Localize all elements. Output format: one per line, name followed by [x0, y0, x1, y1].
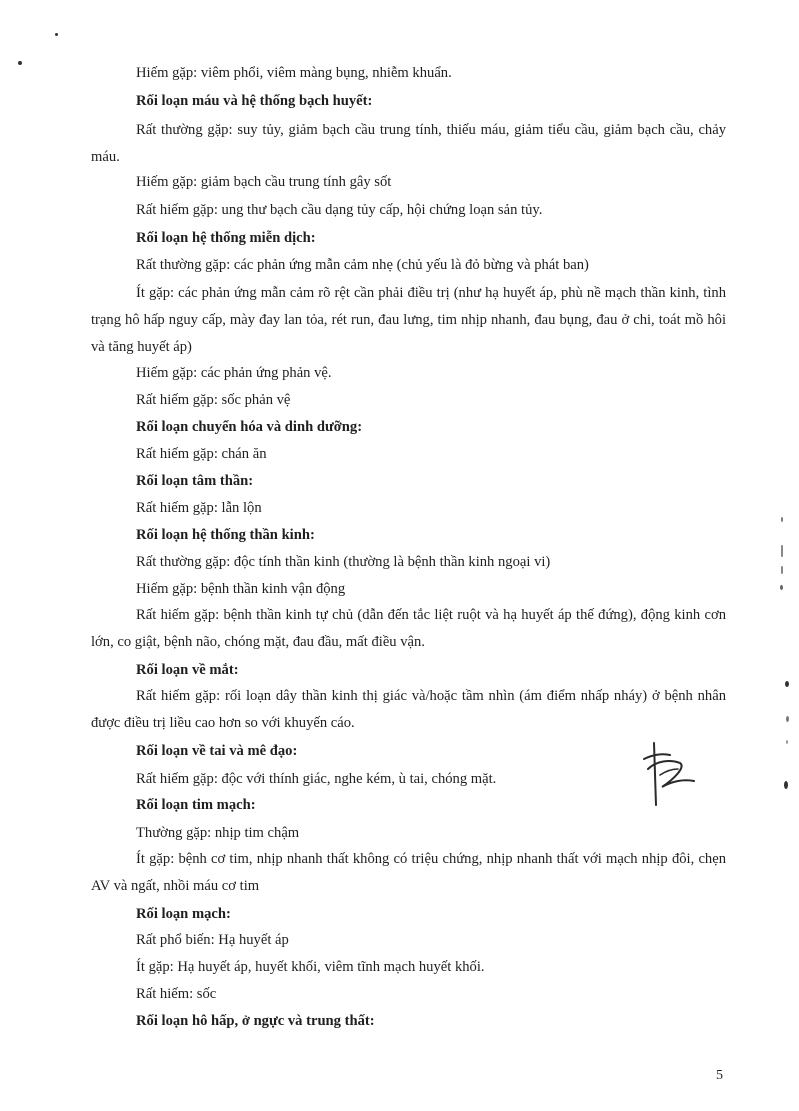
section-heading: Rối loạn hô hấp, ở ngực và trung thất: [136, 1013, 375, 1029]
section-heading: Rối loạn mạch: [136, 906, 231, 922]
text-paragraph: Ít gặp: các phản ứng mẫn cảm rõ rệt cần phải điều trị (như hạ huyết áp, phù nề mạch thần kinh, tình trạng hô hấp nguy cấp, mày đay lan tỏa, rét run, đau lưng, tim nhịp nhanh, đau bụng, đau ở chi, toát mồ hôi và tăng huyết áp) [91, 285, 726, 355]
scan-speck [18, 61, 22, 65]
section-heading: Rối loạn về mắt: [136, 662, 239, 678]
text-line: Hiếm gặp: bệnh thần kinh vận động [136, 581, 346, 597]
scan-speck [781, 566, 783, 574]
text-line: Hiếm gặp: các phản ứng phản vệ. [136, 365, 332, 381]
scan-speck [786, 740, 788, 744]
scan-speck [781, 517, 783, 522]
section-heading: Rối loạn tim mạch: [136, 797, 256, 813]
text-paragraph: Ít gặp: bệnh cơ tim, nhịp nhanh thất không có triệu chứng, nhịp nhanh thất với mạch nhịp đôi, chẹn AV và ngất, nhồi máu cơ tim [91, 851, 726, 894]
section-heading: Rối loạn máu và hệ thống bạch huyết: [136, 93, 373, 109]
text-paragraph: Rất hiếm gặp: rối loạn dây thần kinh thị giác và/hoặc tầm nhìn (ám điểm nhấp nháy) ở bệnh nhân được điều trị liều cao hơn so với khuyến cáo. [91, 688, 726, 731]
scan-speck [785, 681, 789, 687]
section-heading: Rối loạn về tai và mê đạo: [136, 743, 298, 759]
scan-speck [781, 545, 783, 557]
text-line: Rất hiếm gặp: chán ăn [136, 446, 267, 462]
text-line: Thường gặp: nhịp tim chậm [136, 825, 300, 841]
scan-speck [780, 585, 783, 590]
scan-speck [55, 33, 58, 36]
text-line: Rất thường gặp: các phản ứng mẫn cảm nhẹ (chủ yếu là đỏ bừng và phát ban) [136, 257, 589, 273]
scan-speck [784, 781, 788, 789]
section-heading: Rối loạn hệ thống thần kinh: [136, 527, 315, 543]
section-heading: Rối loạn chuyển hóa và dinh dưỡng: [136, 419, 363, 435]
text-line: Hiếm gặp: giảm bạch cầu trung tính gây sốt [136, 174, 392, 190]
text-line: Ít gặp: Hạ huyết áp, huyết khối, viêm tĩnh mạch huyết khối. [136, 959, 485, 975]
page-number: 5 [716, 1068, 723, 1083]
text-line: Rất hiếm gặp: sốc phản vệ [136, 392, 291, 408]
scan-speck [786, 716, 789, 722]
section-heading: Rối loạn tâm thần: [136, 473, 254, 489]
text-line: Rất hiếm gặp: ung thư bạch cầu dạng tủy cấp, hội chứng loạn sản tủy. [136, 202, 543, 218]
section-heading: Rối loạn hệ thống miễn dịch: [136, 230, 316, 246]
text-line: Rất phổ biến: Hạ huyết áp [136, 932, 289, 948]
text-line: Rất hiếm: sốc [136, 986, 217, 1002]
text-paragraph: Rất thường gặp: suy tủy, giảm bạch cầu trung tính, thiếu máu, giảm tiểu cầu, giảm bạch cầu, chảy máu. [91, 122, 726, 165]
handwritten-initial-signature [636, 735, 698, 807]
text-line: Rất hiếm gặp: độc với thính giác, nghe kém, ù tai, chóng mặt. [136, 771, 497, 787]
text-paragraph: Rất hiếm gặp: bệnh thần kinh tự chủ (dẫn đến tắc liệt ruột và hạ huyết áp thế đứng), động kinh cơn lớn, co giật, bệnh não, chóng mặt, đau đầu, mất điều vận. [91, 607, 726, 650]
text-line: Hiếm gặp: viêm phổi, viêm màng bụng, nhiễm khuẩn. [136, 65, 452, 81]
text-line: Rất hiếm gặp: lẫn lộn [136, 500, 262, 516]
text-line: Rất thường gặp: độc tính thần kinh (thường là bệnh thần kinh ngoại vi) [136, 554, 551, 570]
